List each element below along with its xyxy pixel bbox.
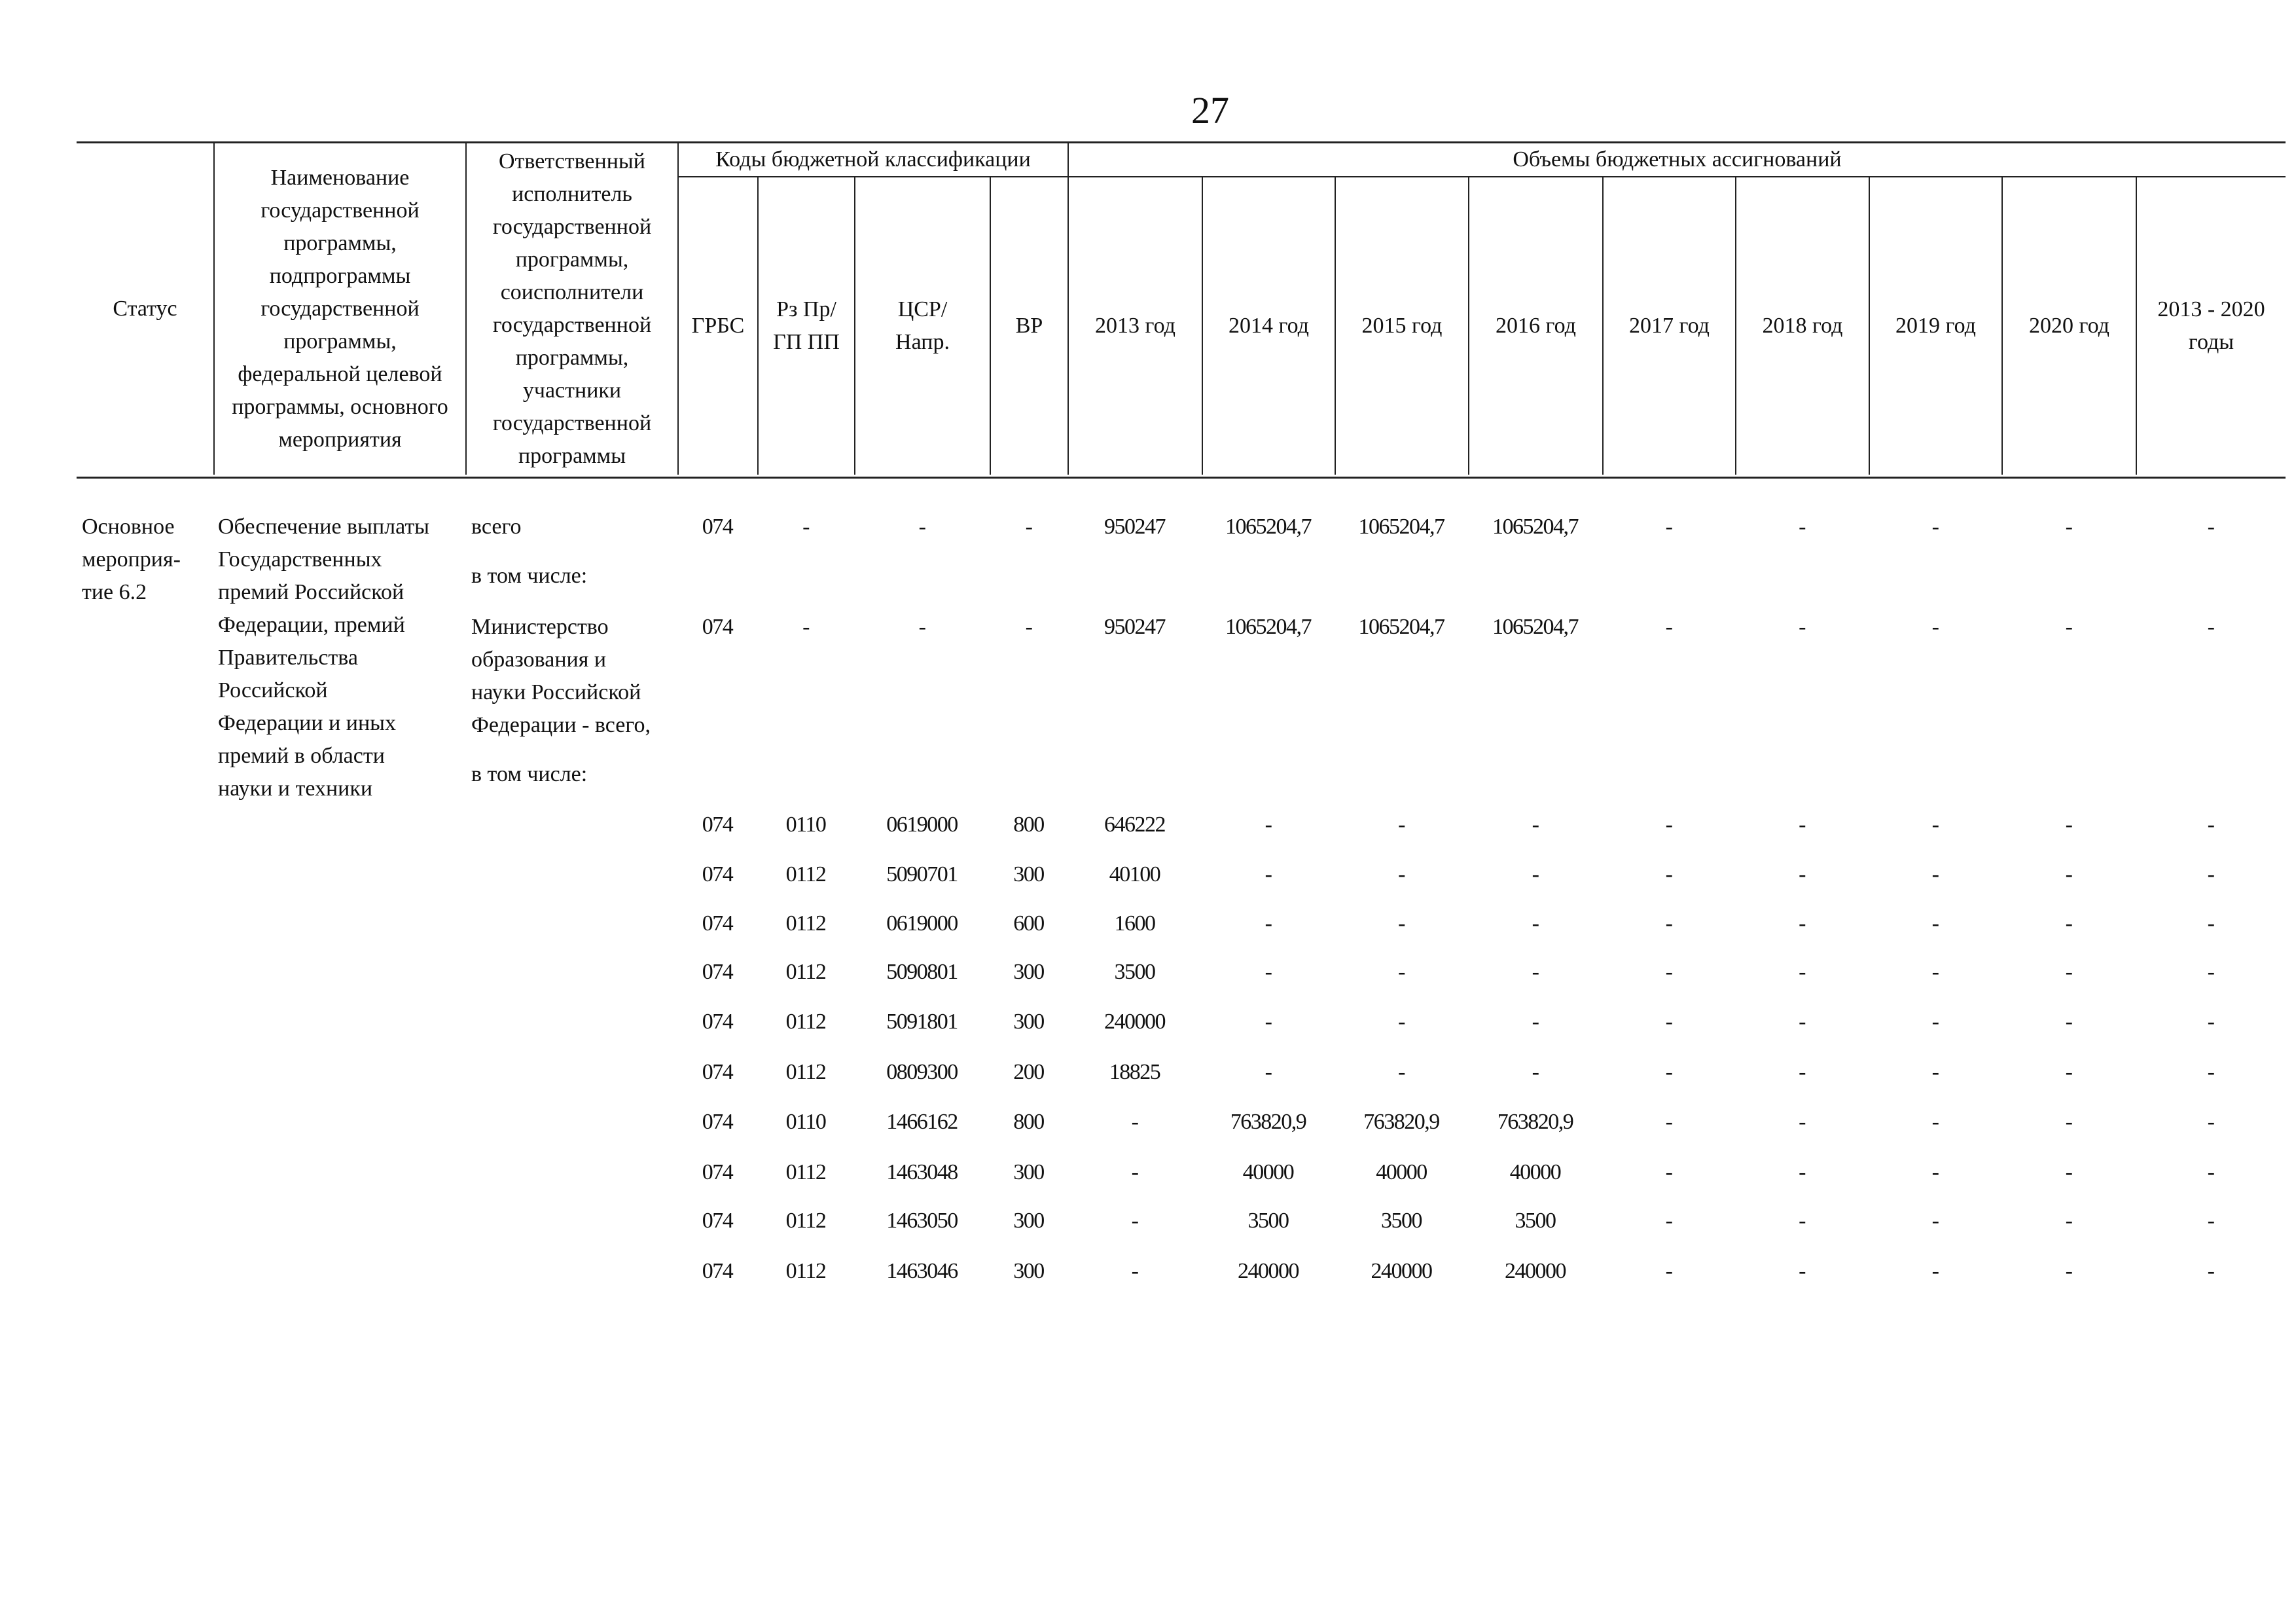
responsible-total: всего: [471, 515, 522, 539]
cell-grbs: 074: [702, 515, 733, 539]
header-year-2016: 2016 год: [1468, 177, 1602, 475]
cell-year-2018: -: [1799, 862, 1805, 886]
cell-year-2015: -: [1398, 862, 1405, 886]
cell-year-2014: -: [1265, 1010, 1272, 1034]
cell-year-2017: -: [1665, 862, 1672, 886]
cell-year-2015: 40000: [1376, 1160, 1427, 1184]
header-grbs: ГРБС: [677, 177, 757, 475]
cell-year-2014: 240000: [1238, 1259, 1299, 1283]
cell-year-2016: -: [1532, 1010, 1539, 1034]
cell-year-2016: -: [1532, 812, 1539, 837]
cell-year-2020: -: [2065, 960, 2072, 984]
cell-year-2014: -: [1265, 812, 1272, 837]
cell-year-2018: -: [1799, 1060, 1805, 1084]
cell-year-2017: -: [1665, 1209, 1672, 1233]
cell-year-2019: -: [1931, 1160, 1939, 1184]
cell-grbs: 074: [702, 1209, 733, 1233]
cell-vr: 800: [1013, 812, 1044, 837]
cell-year-2017: -: [1665, 911, 1672, 936]
cell-grbs: 074: [702, 1010, 733, 1034]
table-row: [77, 1205, 2286, 1237]
cell-csr: 0809300: [886, 1060, 958, 1084]
cell-rzpr: 0112: [785, 1209, 826, 1233]
cell-grbs: 074: [702, 1060, 733, 1084]
status-text: Основное мероприя- тие 6.2: [82, 515, 181, 604]
cell-year-2016: 1065204,7: [1492, 615, 1578, 639]
cell-year-2015: -: [1398, 960, 1405, 984]
cell-grbs: 074: [702, 812, 733, 837]
cell-year-2020: -: [2065, 812, 2072, 837]
cell-grbs: 074: [702, 1259, 733, 1283]
table-row: [77, 1156, 2286, 1189]
cell-year-2019: -: [1931, 1060, 1939, 1084]
cell-grbs: 074: [702, 1160, 733, 1184]
cell-total: -: [2207, 812, 2214, 837]
cell-year-2013: 18825: [1109, 1060, 1160, 1084]
cell-year-2016: 1065204,7: [1492, 515, 1578, 539]
cell-year-2019: -: [1931, 615, 1939, 639]
cell-year-2013: -: [1131, 1209, 1138, 1233]
cell-year-2015: 240000: [1371, 1259, 1432, 1283]
cell-year-2014: 763820,9: [1230, 1110, 1306, 1134]
table-row: [77, 907, 2286, 940]
cell-vr: 300: [1013, 862, 1044, 886]
cell-csr: 1463048: [886, 1160, 958, 1184]
cell-year-2018: -: [1799, 1259, 1805, 1283]
measure-name: Обеспечение выплаты Государственных премий Российской Федерации, премий Правительства Российской Федерации и иных премий в области науки и техники: [218, 515, 430, 801]
cell-vr: -: [1025, 515, 1032, 539]
cell-year-2017: -: [1665, 812, 1672, 837]
responsible-ministry: Министерство образования и науки Российской Федерации - всего,: [471, 615, 651, 737]
cell-year-2018: -: [1799, 911, 1805, 936]
header-year-2019: 2019 год: [1869, 177, 2001, 475]
cell-vr: 200: [1013, 1060, 1044, 1084]
cell-total: -: [2207, 960, 2214, 984]
cell-year-2018: -: [1799, 615, 1805, 639]
cell-vr: 300: [1013, 1259, 1044, 1283]
cell-year-2019: -: [1931, 812, 1939, 837]
cell-year-2016: -: [1532, 1060, 1539, 1084]
table-row: [77, 956, 2286, 989]
cell-year-2013: 3500: [1114, 960, 1155, 984]
table-row: [77, 809, 2286, 841]
header-csr: ЦСР/ Напр.: [854, 177, 990, 475]
cell-grbs: 074: [702, 1110, 733, 1134]
header-status: Статус: [113, 297, 177, 321]
cell-year-2015: -: [1398, 1010, 1405, 1034]
cell-rzpr: 0110: [785, 1110, 826, 1134]
cell-grbs: 074: [702, 615, 733, 639]
cell-year-2014: -: [1265, 911, 1272, 936]
cell-year-2014: 3500: [1247, 1209, 1289, 1233]
cell-year-2017: -: [1665, 1110, 1672, 1134]
table-row: [77, 858, 2286, 891]
cell-year-2017: -: [1665, 1010, 1672, 1034]
cell-year-2020: -: [2065, 1110, 2072, 1134]
cell-rzpr: -: [802, 615, 809, 639]
cell-rzpr: 0112: [785, 1259, 826, 1283]
cell-total: -: [2207, 1010, 2214, 1034]
cell-year-2018: -: [1799, 1160, 1805, 1184]
cell-year-2016: -: [1532, 960, 1539, 984]
cell-year-2016: 240000: [1505, 1259, 1566, 1283]
cell-year-2017: -: [1665, 1060, 1672, 1084]
cell-year-2013: -: [1131, 1259, 1138, 1283]
header-divider: [677, 176, 2286, 177]
cell-year-2017: -: [1665, 960, 1672, 984]
cell-year-2015: 3500: [1381, 1209, 1422, 1233]
cell-year-2016: -: [1532, 911, 1539, 936]
cell-vr: 800: [1013, 1110, 1044, 1134]
cell-total: -: [2207, 1209, 2214, 1233]
cell-year-2016: 763820,9: [1497, 1110, 1573, 1134]
cell-csr: 5090701: [886, 862, 958, 886]
table-header: [77, 141, 2286, 479]
cell-year-2020: -: [2065, 1259, 2072, 1283]
cell-year-2018: -: [1799, 1209, 1805, 1233]
cell-grbs: 074: [702, 911, 733, 936]
cell-total: -: [2207, 615, 2214, 639]
cell-year-2020: -: [2065, 1010, 2072, 1034]
page-number: 27: [1191, 89, 1229, 132]
cell-total: -: [2207, 1259, 2214, 1283]
cell-total: -: [2207, 1110, 2214, 1134]
cell-year-2013: 646222: [1104, 812, 1165, 837]
cell-year-2020: -: [2065, 1060, 2072, 1084]
cell-year-2018: -: [1799, 812, 1805, 837]
cell-year-2018: -: [1799, 960, 1805, 984]
cell-rzpr: 0112: [785, 1060, 826, 1084]
cell-rzpr: 0112: [785, 1160, 826, 1184]
cell-year-2015: 1065204,7: [1358, 515, 1444, 539]
cell-year-2018: -: [1799, 1010, 1805, 1034]
cell-year-2014: 1065204,7: [1225, 515, 1311, 539]
cell-vr: 300: [1013, 1209, 1044, 1233]
cell-year-2015: -: [1398, 812, 1405, 837]
cell-csr: 5091801: [886, 1010, 958, 1034]
cell-year-2013: 1600: [1114, 911, 1155, 936]
header-year-2020: 2020 год: [2001, 177, 2136, 475]
cell-year-2014: 40000: [1242, 1160, 1294, 1184]
cell-year-2013: 240000: [1104, 1010, 1165, 1034]
cell-rzpr: 0112: [785, 911, 826, 936]
cell-year-2019: -: [1931, 1209, 1939, 1233]
table-row: [77, 611, 2286, 644]
cell-csr: 1463046: [886, 1259, 958, 1283]
cell-year-2019: -: [1931, 1110, 1939, 1134]
cell-csr: -: [918, 515, 925, 539]
cell-year-2020: -: [2065, 862, 2072, 886]
cell-year-2013: 950247: [1104, 515, 1165, 539]
cell-rzpr: -: [802, 515, 809, 539]
cell-year-2019: -: [1931, 862, 1939, 886]
cell-year-2017: -: [1665, 615, 1672, 639]
cell-year-2015: 1065204,7: [1358, 615, 1444, 639]
cell-csr: 1466162: [886, 1110, 958, 1134]
header-year-2017: 2017 год: [1602, 177, 1735, 475]
table-row: [77, 1056, 2286, 1089]
cell-rzpr: 0110: [785, 812, 826, 837]
cell-year-2019: -: [1931, 960, 1939, 984]
cell-year-2020: -: [2065, 615, 2072, 639]
cell-year-2013: -: [1131, 1160, 1138, 1184]
cell-year-2015: 763820,9: [1363, 1110, 1439, 1134]
cell-year-2013: -: [1131, 1110, 1138, 1134]
cell-year-2018: -: [1799, 1110, 1805, 1134]
cell-year-2019: -: [1931, 1259, 1939, 1283]
cell-year-2020: -: [2065, 515, 2072, 539]
cell-vr: 300: [1013, 1010, 1044, 1034]
cell-year-2013: 950247: [1104, 615, 1165, 639]
header-name: Наименование государственной программы, подпрограммы государственной программы, федеральной целевой программы, основного мероприятия: [213, 143, 465, 475]
cell-year-2016: 40000: [1509, 1160, 1561, 1184]
cell-total: -: [2207, 862, 2214, 886]
cell-total: -: [2207, 911, 2214, 936]
cell-year-2017: -: [1665, 515, 1672, 539]
cell-year-2020: -: [2065, 1209, 2072, 1233]
cell-year-2015: -: [1398, 1060, 1405, 1084]
cell-year-2019: -: [1931, 1010, 1939, 1034]
cell-grbs: 074: [702, 960, 733, 984]
table-row: [77, 1106, 2286, 1139]
cell-year-2015: -: [1398, 911, 1405, 936]
header-year-2013: 2013 год: [1067, 177, 1202, 475]
cell-csr: 0619000: [886, 812, 958, 837]
table-row: [77, 1006, 2286, 1038]
cell-csr: 0619000: [886, 911, 958, 936]
cell-total: -: [2207, 1060, 2214, 1084]
header-volumes-group: Объемы бюджетных ассигнований: [1067, 143, 2286, 176]
cell-year-2014: -: [1265, 960, 1272, 984]
cell-year-2019: -: [1931, 911, 1939, 936]
cell-year-2014: 1065204,7: [1225, 615, 1311, 639]
cell-csr: -: [918, 615, 925, 639]
cell-rzpr: 0112: [785, 1010, 826, 1034]
cell-csr: 5090801: [886, 960, 958, 984]
cell-vr: 600: [1013, 911, 1044, 936]
cell-total: -: [2207, 1160, 2214, 1184]
cell-year-2014: -: [1265, 1060, 1272, 1084]
cell-vr: -: [1025, 615, 1032, 639]
header-year-2018: 2018 год: [1735, 177, 1869, 475]
cell-grbs: 074: [702, 862, 733, 886]
cell-csr: 1463050: [886, 1209, 958, 1233]
header-total-years: 2013 - 2020 годы: [2136, 177, 2286, 475]
cell-vr: 300: [1013, 960, 1044, 984]
responsible-including: в том числе:: [471, 564, 588, 588]
cell-year-2018: -: [1799, 515, 1805, 539]
cell-rzpr: 0112: [785, 960, 826, 984]
cell-vr: 300: [1013, 1160, 1044, 1184]
header-rzpr: Рз Пр/ ГП ПП: [757, 177, 854, 475]
header-year-2015: 2015 год: [1335, 177, 1468, 475]
header-responsible: Ответственный исполнитель государственной программы, соисполнители государственной программы, участники государственной программы: [465, 143, 677, 475]
header-vr: ВР: [990, 177, 1067, 475]
table-row: [77, 1255, 2286, 1288]
cell-year-2017: -: [1665, 1160, 1672, 1184]
cell-year-2017: -: [1665, 1259, 1672, 1283]
cell-year-2020: -: [2065, 911, 2072, 936]
responsible-including-2: в том числе:: [471, 762, 588, 786]
cell-year-2014: -: [1265, 862, 1272, 886]
cell-total: -: [2207, 515, 2214, 539]
cell-year-2013: 40100: [1109, 862, 1160, 886]
cell-year-2016: 3500: [1515, 1209, 1556, 1233]
header-codes-group: Коды бюджетной классификации: [677, 143, 1067, 176]
cell-year-2016: -: [1532, 862, 1539, 886]
table-row: [77, 511, 2286, 543]
cell-year-2020: -: [2065, 1160, 2072, 1184]
cell-rzpr: 0112: [785, 862, 826, 886]
cell-year-2019: -: [1931, 515, 1939, 539]
header-year-2014: 2014 год: [1202, 177, 1335, 475]
